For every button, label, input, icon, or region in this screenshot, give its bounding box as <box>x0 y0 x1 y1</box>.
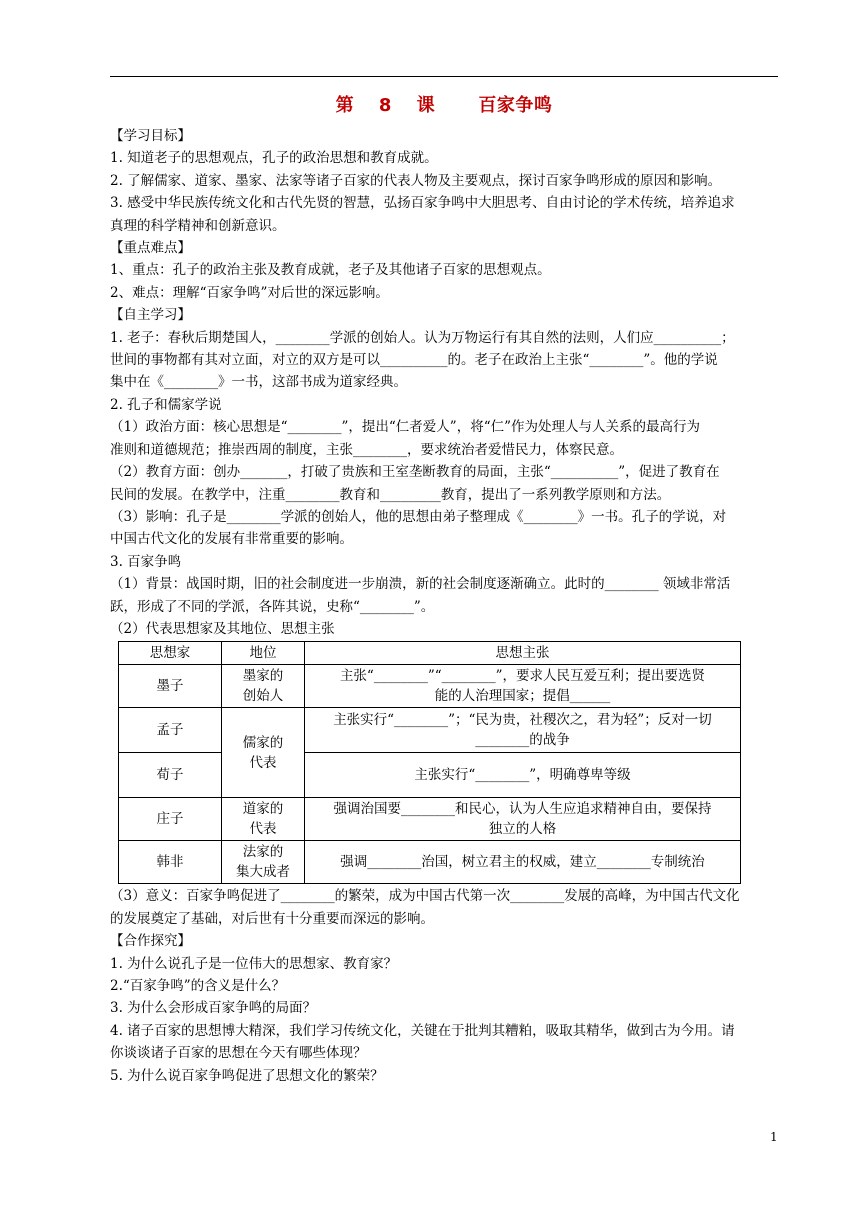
thinker-status: 道家的 代表 <box>222 798 305 841</box>
thinker-name: 庄子 <box>119 798 222 841</box>
objective-line: 2. 了解儒家、道家、墨家、法家等诸子百家的代表人物及主要观点，探讨百家争鸣形成的原因和影响。 <box>110 172 722 189</box>
thinker-idea: 主张实行“________”，明确尊卑等级 <box>305 753 741 798</box>
objective-line: 真理的科学精神和创新意识。 <box>110 217 286 234</box>
question-line: 2.“百家争鸣”的含义是什么？ <box>110 977 286 994</box>
thinker-status: 墨家的 创始人 <box>222 665 305 708</box>
table-row <box>119 753 741 798</box>
confucius-heading: 2. 孔子和儒家学说 <box>110 396 222 413</box>
table-row <box>119 665 741 708</box>
hundred-line: 跃，形成了不同的学派，各阵其说，史称“________”。 <box>110 598 435 615</box>
question-line: 5. 为什么说百家争鸣促进了思想文化的繁荣？ <box>110 1067 384 1084</box>
thinker-name: 韩非 <box>119 841 222 884</box>
objective-line: 1. 知道老子的思想观点，孔子的政治思想和教育成就。 <box>110 150 438 167</box>
thinker-status: 法家的 集大成者 <box>222 841 305 884</box>
self-study-heading: 【自主学习】 <box>110 307 191 324</box>
confucius-line: （2）教育方面：创办_______，打破了贵族和王室垄断教育的局面，主张“__________”，促进了教育在 <box>110 464 720 481</box>
confucius-line: 中国古代文化的发展有非常重要的影响。 <box>110 531 353 548</box>
table-row <box>119 798 741 841</box>
keypoints-heading: 【重点难点】 <box>110 240 191 257</box>
table-header-row <box>119 642 741 665</box>
table-row <box>119 841 741 884</box>
question-line: 1. 为什么说孔子是一位伟大的思想家、教育家？ <box>110 955 398 972</box>
document-page <box>110 76 778 1087</box>
table-row <box>119 708 741 753</box>
thinkers-table <box>118 641 741 884</box>
confucius-line: 民间的发展。在教学中，注重________教育和_________教育，提出了一系列教学原则和方法。 <box>110 486 671 503</box>
thinker-idea: 强调________治国，树立君主的权威，建立________专制统治 <box>305 841 741 884</box>
laozi-line: 集中在《________》一书，这部书成为道家经典。 <box>110 374 407 391</box>
laozi-line: 世间的事物都有其对立面，对立的双方是可以__________的。老子在政治上主张“________”。他的学说 <box>110 352 718 369</box>
confucius-line: （1）政治方面：核心思想是“________”，提出“仁者爱人”，将“仁”作为处理人与人关系的最高行为 <box>110 419 700 436</box>
thinker-idea: 强调治国要________和民心，认为人生应追求精神自由，要保持 独立的人格 <box>305 798 741 841</box>
header-rule <box>110 76 778 77</box>
question-line: 3. 为什么会形成百家争鸣的局面？ <box>110 1000 317 1017</box>
keypoint-line: 1、重点：孔子的政治主张及教育成就，老子及其他诸子百家的思想观点。 <box>110 262 551 279</box>
confucius-line: （3）影响：孔子是________学派的创始人，他的思想由弟子整理成《________》一书。孔子的学说，对 <box>110 508 727 525</box>
hundred-schools-heading: 3. 百家争鸣 <box>110 553 182 570</box>
keypoint-line: 2、难点：理解“百家争鸣”对后世的深远影响。 <box>110 284 389 301</box>
hundred-line: （2）代表思想家及其地位、思想主张 <box>110 620 335 637</box>
thinker-name: 荀子 <box>119 753 222 798</box>
thinker-name: 孟子 <box>119 708 222 753</box>
question-line: 你谈谈诸子百家的思想在今天有哪些体现？ <box>110 1045 367 1062</box>
lesson-title: 第 8 课 百家争鸣 <box>335 95 553 116</box>
hundred-line: （1）背景：战国时期，旧的社会制度进一步崩溃，新的社会制度逐渐确立。此时的________ 领域非常活 <box>110 576 731 593</box>
header-status: 地位 <box>222 642 305 665</box>
objective-line: 3. 感受中华民族传统文化和古代先贤的智慧，弘扬百家争鸣中大胆思考、自由讨论的学术传统，培养追求 <box>110 195 735 212</box>
cooperation-heading: 【合作探究】 <box>110 933 191 950</box>
thinker-idea: 主张实行“________”；“民为贵，社稷次之，君为轻”；反对一切 ________的战争 <box>305 708 741 753</box>
confucius-line: 准则和道德规范；推崇西周的制度，主张________，要求统治者爱惜民力，体察民意。 <box>110 441 623 458</box>
page-number: 1 <box>770 1130 778 1144</box>
question-line: 4. 诸子百家的思想博大精深，我们学习传统文化，关键在于批判其糟粕，吸取其精华，做到古为今用。请 <box>110 1022 735 1039</box>
thinker-name: 墨子 <box>119 665 222 708</box>
objectives-heading: 【学习目标】 <box>110 128 191 144</box>
header-ideas: 思想主张 <box>305 642 741 665</box>
thinker-status: 儒家的 代表 <box>222 708 305 798</box>
significance-line: （3）意义：百家争鸣促进了________的繁荣，成为中国古代第一次________发展的高峰，为中国古代文化 <box>110 888 740 905</box>
thinker-idea: 主张“________”“________”，要求人民互爱互利；提出要选贤 能的人治理国家；提倡______ <box>305 665 741 708</box>
significance-line: 的发展奠定了基础，对后世有十分重要而深远的影响。 <box>110 910 434 927</box>
header-thinker: 思想家 <box>119 642 222 665</box>
laozi-line: 1. 老子：春秋后期楚国人，________学派的创始人。认为万物运行有其自然的法则，人们应__________； <box>110 329 735 346</box>
